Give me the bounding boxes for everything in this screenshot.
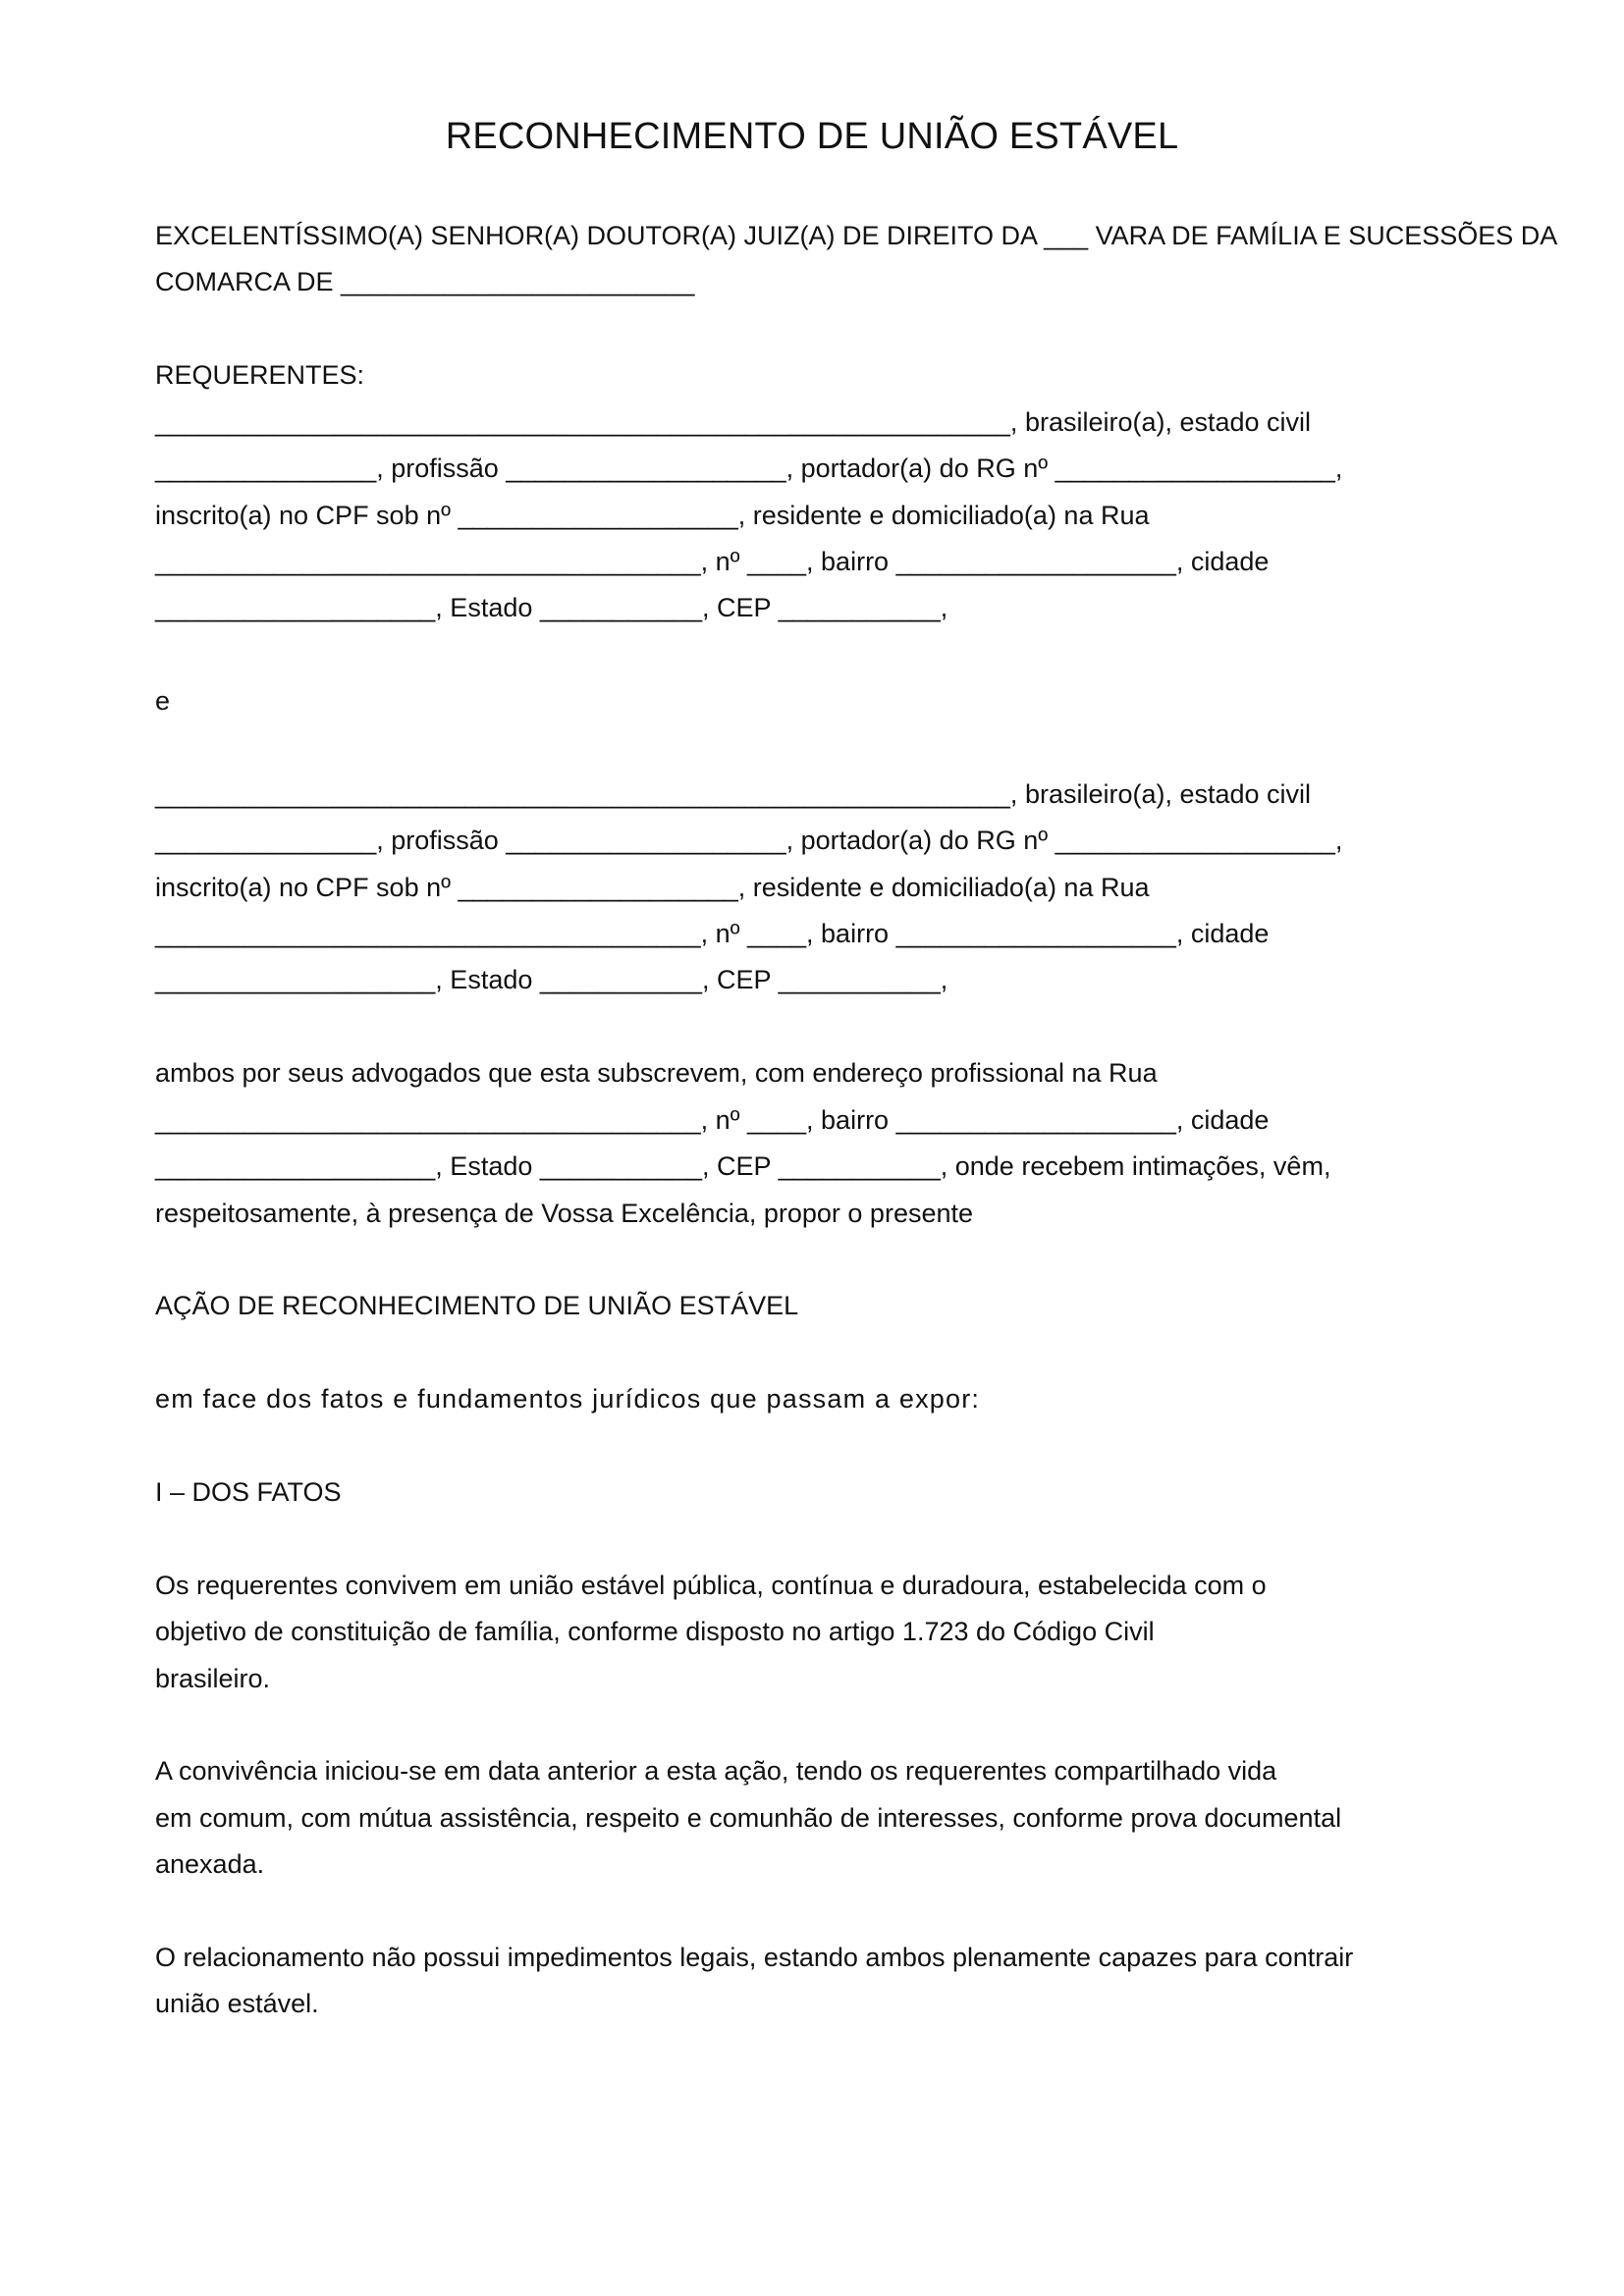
action-title: AÇÃO DE RECONHECIMENTO DE UNIÃO ESTÁVEL: [155, 1291, 799, 1320]
paragraph-2-line-2: em comum, com mútua assistência, respeito e comunhão de interesses, conforme prova documental: [155, 1803, 1342, 1833]
party-1-line-3: inscrito(a) no CPF sob nº ___________________, residente e domiciliado(a) na Rua: [155, 501, 1150, 530]
address-line-1: EXCELENTÍSSIMO(A) SENHOR(A) DOUTOR(A) JUIZ(A) DE DIREITO DA ___ VARA DE FAMÍLIA E SUCESSÕES DA: [155, 221, 1558, 250]
intro-text: em face dos fatos e fundamentos jurídicos que passam a expor:: [155, 1384, 981, 1414]
advogados-line-4: respeitosamente, à presença de Vossa Excelência, propor o presente: [155, 1199, 974, 1228]
section-heading: I – DOS FATOS: [155, 1477, 342, 1507]
party-1-line-1: __________________________________________________________, brasileiro(a), estado civil: [155, 407, 1312, 437]
party-2-line-2: _______________, profissão ___________________, portador(a) do RG nº ___________________,: [155, 826, 1343, 855]
paragraph-1-line-3: brasileiro.: [155, 1664, 271, 1693]
paragraph-2-line-3: anexada.: [155, 1849, 265, 1879]
paragraph-3-line-1: O relacionamento não possui impedimentos legais, estando ambos plenamente capazes para contrair: [155, 1943, 1354, 1972]
paragraph-2-line-1: A convivência iniciou-se em data anterior a esta ação, tendo os requerentes compartilhado vida: [155, 1756, 1277, 1786]
party-1-line-2: _______________, profissão ___________________, portador(a) do RG nº ___________________,: [155, 454, 1343, 483]
paragraph-1-line-1: Os requerentes convivem em união estável pública, contínua e duradoura, estabelecida com o: [155, 1571, 1267, 1600]
paragraph-1-line-2: objetivo de constituição de família, conforme disposto no artigo 1.723 do Código Civil: [155, 1617, 1155, 1646]
advogados-line-2: _____________________________________, nº ____, bairro ___________________, cidade: [155, 1105, 1270, 1135]
address-line-2: COMARCA DE ________________________: [155, 267, 695, 296]
requerentes-label: REQUERENTES:: [155, 360, 365, 390]
paragraph-3-line-2: união estável.: [155, 1989, 319, 2018]
document-title: RECONHECIMENTO DE UNIÃO ESTÁVEL: [445, 116, 1179, 157]
party-2-line-4: _____________________________________, nº ____, bairro ___________________, cidade: [155, 919, 1270, 948]
party-1-line-5: ___________________, Estado ___________, CEP ___________,: [155, 593, 948, 622]
party-2-line-5: ___________________, Estado ___________, CEP ___________,: [155, 965, 948, 994]
party-2-line-1: __________________________________________________________, brasileiro(a), estado civil: [155, 779, 1312, 809]
advogados-line-3: ___________________, Estado ___________, CEP ___________, onde recebem intimações, vêm,: [155, 1151, 1331, 1181]
advogados-line-1: ambos por seus advogados que esta subscrevem, com endereço profissional na Rua: [155, 1058, 1158, 1088]
party-2-line-3: inscrito(a) no CPF sob nº ___________________, residente e domiciliado(a) na Rua: [155, 873, 1150, 902]
party-1-line-4: _____________________________________, nº ____, bairro ___________________, cidade: [155, 547, 1270, 576]
connector-text: e: [155, 686, 171, 716]
